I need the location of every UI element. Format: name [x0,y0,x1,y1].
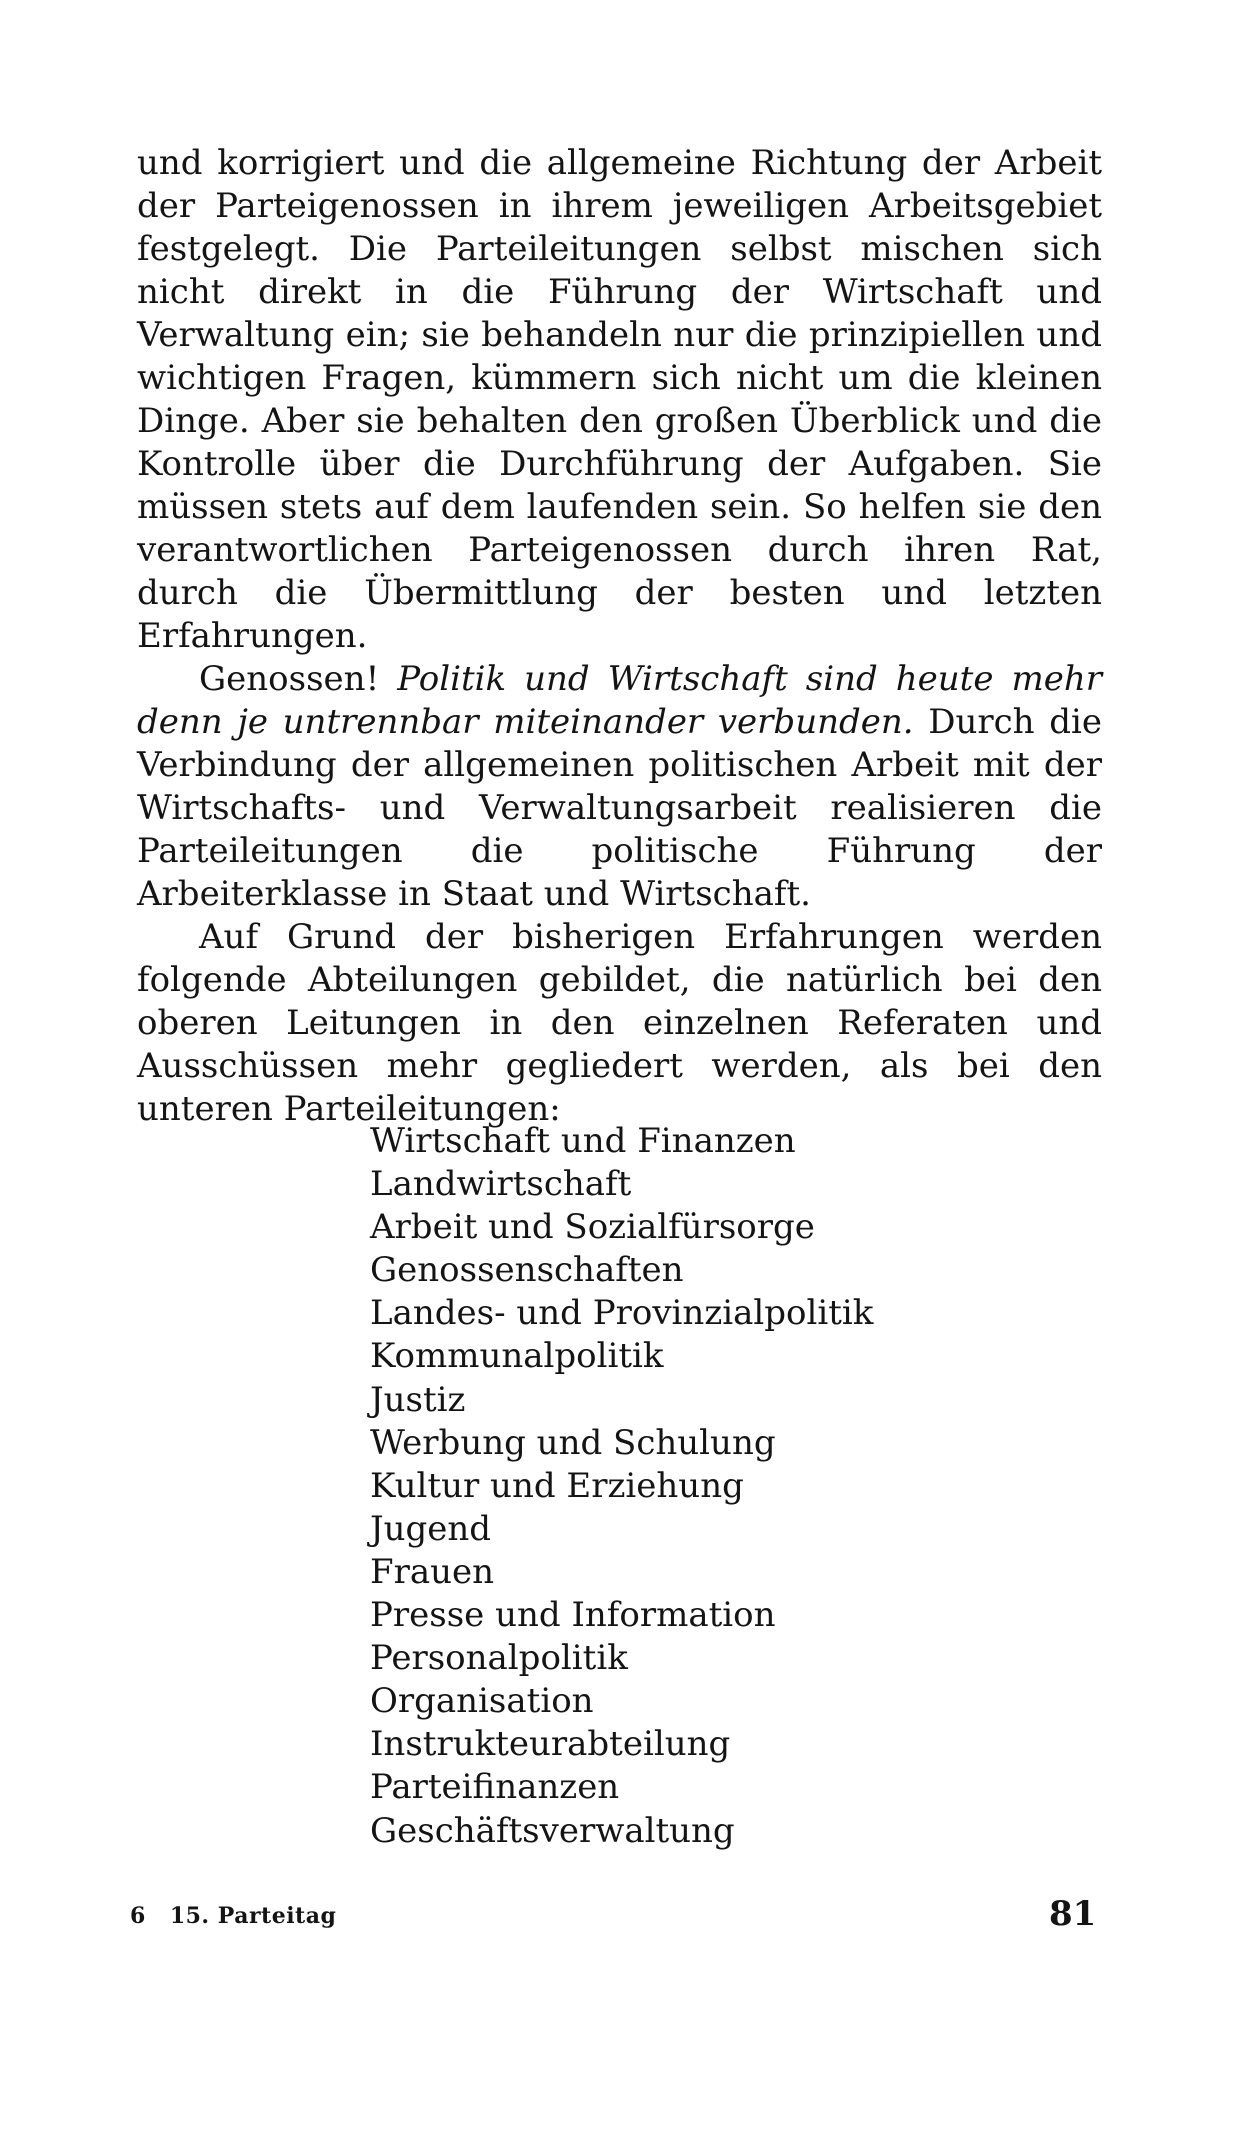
list-item: Arbeit und Sozialfürsorge [370,1207,815,1248]
signature-title: 15. Parteitag [169,1903,337,1929]
department-list [370,1120,873,1853]
list-item: Kultur und Erziehung [370,1465,744,1506]
list-item: Parteifinanzen [370,1767,620,1808]
list-item: Werbung und Schulung [370,1422,776,1463]
list-item: Instrukteurabteilung [370,1724,731,1765]
list-item: Landwirtschaft [370,1164,632,1205]
list-item: Genossenschaften [370,1250,684,1291]
paragraph-2: Genossen! Politik und Wirtschaft sind heute mehr denn je untrennbar miteinander verbunden. Durch die Verbindung der allgemeinen politischen Arbeit mit der Wirtschafts- und Verwaltungsarbeit realisieren die Parteileitungen die politische Führung der Arbeiterklasse in Staat und Wirtschaft. [137,659,1102,914]
list-item: Frauen [370,1551,495,1592]
list-item: Wirtschaft und Finanzen [370,1121,796,1161]
paragraph-1: und korrigiert und die allgemeine Richtung der Arbeit der Parteigenossen in ihrem jeweiligen Arbeitsgebiet festgelegt. Die Parteileitungen selbst mischen sich nicht direkt in die Führung der Wirtschaft und Verwaltung ein; sie behandeln nur die prinzipiellen und wichtigen Fragen, kümmern sich nicht um die kleinen Dinge. Aber sie behalten den großen Überblick und die Kontrolle über die Durchführung der Aufgaben. Sie müssen stets auf dem laufenden sein. So helfen sie den verantwortlichen Parteigenossen durch ihren Rat, durch die Übermittlung der besten und letzten Erfahrungen. [137,143,1102,656]
footer-signature [130,1903,336,1929]
emphasized-text: Politik und Wirtschaft sind heute mehr denn je untrennbar miteinander verbunden. [137,659,1102,742]
list-item: Kommunalpolitik [370,1336,664,1377]
list-item: Justiz [370,1379,466,1420]
list-item: Landes- und Provinzialpolitik [370,1293,874,1334]
list-item: Geschäftsverwaltung [370,1810,735,1851]
list-item: Jugend [370,1508,492,1549]
list-item: Presse und Information [370,1595,776,1636]
list-item: Personalpolitik [370,1638,628,1679]
body-text [137,142,1102,1131]
paragraph-3: Auf Grund der bisherigen Erfahrungen werden folgende Abteilungen gebildet, die natürlich bei den oberen Leitungen in den einzelnen Referaten und Ausschüssen mehr gegliedert werden, als bei den unteren Parteileitungen: [137,917,1102,1129]
page-number: 81 [1049,1894,1097,1934]
signature-number: 6 [130,1903,146,1929]
list-item: Organisation [370,1681,594,1722]
